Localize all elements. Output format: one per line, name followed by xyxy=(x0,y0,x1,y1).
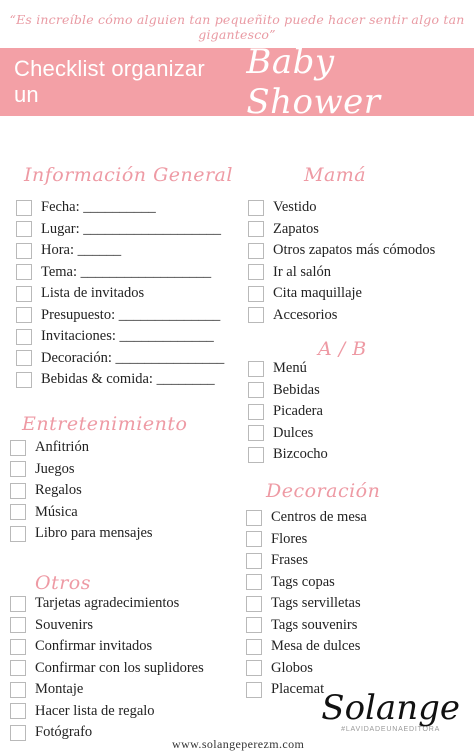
checklist-item-label: Fecha: __________ xyxy=(41,199,156,216)
checklist-item xyxy=(248,262,435,284)
checkbox[interactable] xyxy=(16,243,32,259)
checkbox[interactable] xyxy=(10,660,26,676)
checkbox[interactable] xyxy=(248,307,264,323)
checklist-item xyxy=(10,615,204,637)
checklist-item xyxy=(248,283,435,305)
checkbox[interactable] xyxy=(248,404,264,420)
checklist-item-label: Bizcocho xyxy=(273,446,328,463)
logo-wordmark: Solange xyxy=(321,688,460,728)
checkbox[interactable] xyxy=(16,286,32,302)
checkbox[interactable] xyxy=(246,596,262,612)
checkbox[interactable] xyxy=(246,660,262,676)
checklist-item xyxy=(10,679,204,701)
checkbox[interactable] xyxy=(248,447,264,463)
checklist-item xyxy=(246,658,367,680)
checklist-item xyxy=(10,658,204,680)
checklist-item xyxy=(10,480,153,502)
section-title-otros: Otros xyxy=(35,572,91,594)
section-title-ayb: A / B xyxy=(318,338,367,360)
banner-title: Checklist organizar un xyxy=(14,56,205,107)
checklist-item xyxy=(248,240,435,262)
checkbox[interactable] xyxy=(246,682,262,698)
checklist-item-label: Confirmar invitados xyxy=(35,638,153,655)
checklist-item-label: Globos xyxy=(271,659,313,676)
checklist-item xyxy=(10,459,153,481)
checkbox[interactable] xyxy=(10,596,26,612)
checklist-item xyxy=(248,423,328,445)
checkbox[interactable] xyxy=(246,531,262,547)
checklist-item-label: Tarjetas agradecimientos xyxy=(35,595,180,612)
section-title-informacion: Información General xyxy=(24,164,233,186)
checklist-item-label: Otros zapatos más cómodos xyxy=(273,242,436,259)
checklist-item-label: Bebidas xyxy=(273,381,320,398)
checklist-item xyxy=(10,523,153,545)
checklist-item-label: Fotógrafo xyxy=(35,724,93,741)
checklist-decoracion xyxy=(246,507,367,701)
checklist-item xyxy=(248,358,328,380)
checklist-item xyxy=(248,197,435,219)
checkbox[interactable] xyxy=(246,617,262,633)
checklist-item-label: Bebidas & comida: ________ xyxy=(41,371,215,388)
checkbox[interactable] xyxy=(248,382,264,398)
checkbox[interactable] xyxy=(16,372,32,388)
checkbox[interactable] xyxy=(246,553,262,569)
checkbox[interactable] xyxy=(10,703,26,719)
checklist-item-label: Decoración: _______________ xyxy=(41,349,225,366)
checklist-item-label: Regalos xyxy=(35,482,82,499)
checklist-item xyxy=(10,502,153,524)
checklist-item xyxy=(16,283,224,305)
checklist-item-label: Ir al salón xyxy=(273,263,331,280)
checkbox[interactable] xyxy=(16,264,32,280)
banner-script-title: Baby Shower xyxy=(246,42,381,122)
checklist-item-label: Flores xyxy=(271,530,308,547)
logo-tagline: #LAVIDADEUNAEDITORA xyxy=(341,726,441,733)
checkbox[interactable] xyxy=(16,329,32,345)
checklist-item-label: Tags copas xyxy=(271,573,335,590)
checklist-item xyxy=(16,219,224,241)
checklist-item-label: Souvenirs xyxy=(35,616,93,633)
checkbox[interactable] xyxy=(10,483,26,499)
section-title-mama: Mamá xyxy=(304,164,367,186)
checklist-item xyxy=(10,701,204,723)
title-banner xyxy=(0,42,474,122)
checklist-item xyxy=(16,348,224,370)
checkbox[interactable] xyxy=(10,639,26,655)
checkbox[interactable] xyxy=(248,286,264,302)
checklist-item-label: Hacer lista de regalo xyxy=(35,702,155,719)
checklist-item-label: Tema: __________________ xyxy=(41,263,212,280)
checklist-item xyxy=(16,369,224,391)
checklist-item xyxy=(246,593,367,615)
checklist-item-label: Cita maquillaje xyxy=(273,285,362,302)
checklist-item-label: Juegos xyxy=(35,460,75,477)
checklist-item-label: Placemat xyxy=(271,681,325,698)
checklist-item xyxy=(246,615,367,637)
checkbox[interactable] xyxy=(10,682,26,698)
checkbox[interactable] xyxy=(16,350,32,366)
checkbox[interactable] xyxy=(246,510,262,526)
checklist-item xyxy=(248,219,435,241)
checkbox[interactable] xyxy=(10,617,26,633)
checklist-item xyxy=(248,401,328,423)
checklist-item xyxy=(16,197,224,219)
checklist-item xyxy=(246,529,367,551)
checklist-item-label: Dulces xyxy=(273,424,314,441)
checkbox[interactable] xyxy=(10,461,26,477)
section-title-decoracion: Decoración xyxy=(266,480,381,502)
checklist-informacion xyxy=(16,197,224,391)
checklist-item-label: Presupuesto: ______________ xyxy=(41,306,221,323)
checklist-item-label: Hora: ______ xyxy=(41,242,122,259)
checkbox[interactable] xyxy=(248,425,264,441)
checklist-item-label: Vestido xyxy=(273,199,317,216)
checkbox[interactable] xyxy=(248,200,264,216)
checklist-item xyxy=(246,636,367,658)
checklist-item xyxy=(248,380,328,402)
checklist-item-label: Centros de mesa xyxy=(271,509,367,526)
checkbox[interactable] xyxy=(248,243,264,259)
checklist-item-label: Montaje xyxy=(35,681,84,698)
checklist-item xyxy=(16,305,224,327)
checkbox[interactable] xyxy=(10,725,26,741)
checklist-item xyxy=(10,636,204,658)
header-quote: “Es increíble cómo alguien tan pequeñito puede hacer sentir algo tan gigantesco” xyxy=(9,12,465,42)
checkbox[interactable] xyxy=(248,221,264,237)
checklist-item-label: Picadera xyxy=(273,403,323,420)
website-url: www.solangeperezm.com xyxy=(172,737,305,751)
checklist-item-label: Invitaciones: _____________ xyxy=(41,328,214,345)
checklist-item xyxy=(248,305,435,327)
checklist-item-label: Anfitrión xyxy=(35,439,89,456)
checklist-item-label: Libro para mensajes xyxy=(35,525,153,542)
checkbox[interactable] xyxy=(16,200,32,216)
checklist-item-label: Confirmar con los suplidores xyxy=(35,659,204,676)
checklist-item xyxy=(246,572,367,594)
checklist-item-label: Lugar: ___________________ xyxy=(41,220,222,237)
checklist-mama xyxy=(248,197,435,326)
checklist-item-label: Lista de invitados xyxy=(41,285,145,302)
checklist-otros xyxy=(10,593,204,744)
checkbox[interactable] xyxy=(248,361,264,377)
checkbox[interactable] xyxy=(248,264,264,280)
checklist-item-label: Mesa de dulces xyxy=(271,638,361,655)
checklist-item xyxy=(16,262,224,284)
checklist-item xyxy=(248,444,328,466)
checkbox[interactable] xyxy=(246,639,262,655)
checklist-item xyxy=(16,326,224,348)
checklist-item xyxy=(10,437,153,459)
checklist-item-label: Frases xyxy=(271,552,309,569)
checkbox[interactable] xyxy=(16,307,32,323)
checklist-item-label: Tags servilletas xyxy=(271,595,361,612)
checklist-item xyxy=(10,593,204,615)
checklist-item-label: Zapatos xyxy=(273,220,319,237)
checklist-item-label: Menú xyxy=(273,360,307,377)
checkbox[interactable] xyxy=(10,526,26,542)
checklist-item-label: Tags souvenirs xyxy=(271,616,358,633)
checklist-entretenimiento xyxy=(10,437,153,545)
checklist-item xyxy=(246,507,367,529)
brand-logo xyxy=(321,690,460,733)
checklist-ayb xyxy=(248,358,328,466)
checklist-item-label: Música xyxy=(35,503,78,520)
checklist-item-label: Accesorios xyxy=(273,306,338,323)
section-title-entretenimiento: Entretenimiento xyxy=(22,413,188,435)
checklist-item xyxy=(246,550,367,572)
checkbox[interactable] xyxy=(16,221,32,237)
checkbox[interactable] xyxy=(246,574,262,590)
checkbox[interactable] xyxy=(10,504,26,520)
checklist-item xyxy=(16,240,224,262)
checkbox[interactable] xyxy=(10,440,26,456)
